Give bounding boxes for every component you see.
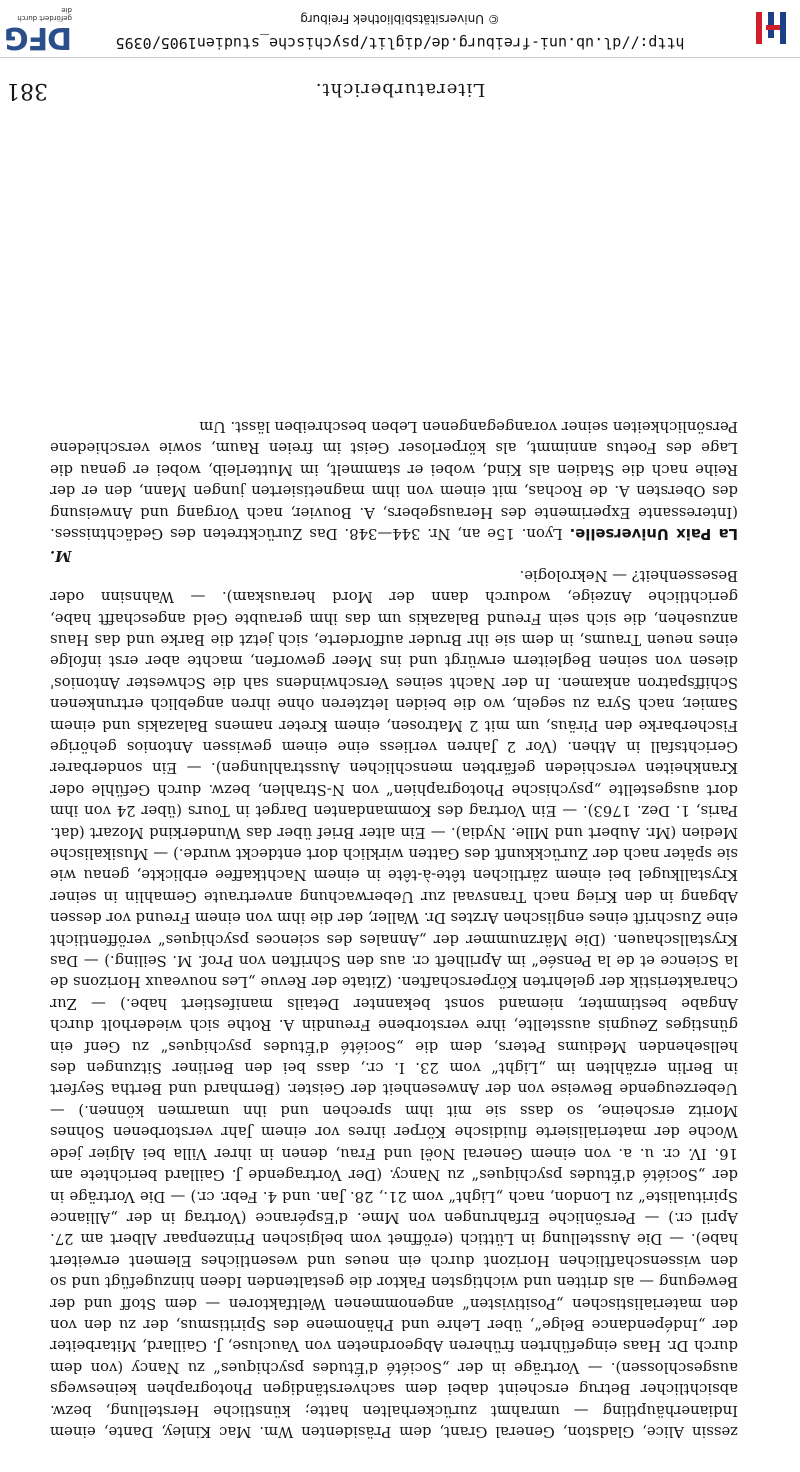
paragraph-text: zessin Alice, Gladston, General Grant, dem Präsidenten Wm. Mac Kinley, Dante, einem Indianerhäuptling — umrahmt zurückerhalten hatte; künstliche Herstellung, bezw. absichtlicher Betrug erscheint dabei dem sachverständigen Photographen keineswegs ausgeschlossen). — Vorträge in der „Société d'Études psychiques“ zu Nancy (von dem durch Dr. Haas eingeführten früheren Abgeordneten von Vaucluse, J. Gaillard, Mitarbeiter der „Indépendance Belge“, über Lehre und Phänomene des Spiritismus, der zu den von den materialistischen „Positivisten“ angenommenen Weltfaktoren — dem Stoff und der Bewegung — als dritten und wichtigsten Faktor die gestaltenden Ideen hinzugefügt und so den wissenschaftlichen Horizont durch ein neues und wesentliches Element erweitert habe). — Die Ausstellung in Lüttich (eröffnet vom belgischen Prinzenpaar Albert am 27. April cr.) — Persönliche Erfahrungen von Mme. d'Espérance (Vortrag in der „Alliance Spiritualiste“ zu London, nach „Light“ vom 21., 28. Jan. und 4. Febr. cr.) — Die Vorträge in der „Société d'Études psychiques“ zu Nancy. (Der Vortragende J. Gaillard berichtete am 16. IV. cr. u. a. von einem General Noël und Frau, denen in ihrer Villa bei Algier jede Woche der materialisierte fluidische Körper ihres vor einem Jahr verstorbenen Sohnes Moritz erscheine, so dass sie mit ihm sprechen und ihn umarmen können.) — Ueberzeugende Beweise von der Anwesenheit der Geister. (Bernhard und Bertha Seyfert in Berlin erzählten im „Light“ vom 23. I. cr., dass bei den Berliner Sitzungen des hellsehenden Mediums Peters, dem die „Société d'Études psychiques“ zu Genf ein günstiges Zeugnis ausstellte, ihre verstorbene Freundin A. Rothe sich wiederholt durch Angabe bestimmter, niemand sonst bekannter Details manifestiert habe.) — Zur Charakteristik der gelehrten Körperschaften. (Zitate der Revue „Les nouveaux Horizons de la Science et de la Pensée“ im Aprilheft cr. aus den Schriften von Prof. M. Seiling.) — Das Krystallschauen. (Die Märznummer der „Annales des sciences psychiques“ veröffentlicht eine Zuschrift eines englischen Arztes Dr. Waller, der die ihm von einem Freund vor dessen Abgang in den Krieg nach Transvaal zur Ueberwachung anvertraute Gemahlin in seiner Krystallkugel bei einem zärtlichen tête-à-tête in einem Nachtkaffee erblickte, genau wie sie später nach der Zurückkunft des Gatten wirklich dort entdeckt wurde.) — Musikalische Medien (Mr. Aubert und Mlle. Nydia). — Ein alter Brief über das Wunderkind Mozart (dat. Paris, 1. Dez. 1763). — Ein Vortrag des Kommandanten Darget in Tours (über 24 von ihm dort ausgestellte „psychische Photographien“ von N-Strahlen, bezw. durch Gefühle oder Krankheiten verschieden gefärbten menschlichen Ausstrahlungen). — Ein sonderbarer Gerichtsfall in Athen. (Vor 2 Jahren verliess eine einem gewissen Antonios gehörige Fischerbarke den Piräus, um mit 2 Matrosen, einem Kreter namens Balazakis und einem Samier, nach Syra zu segeln, wo die beiden letzteren ohne ihren angeblich ertrunkenen Schiffspatron ankamen. In der Nacht seines Verschwindens sah die Schwester Antonios' diesen von seinen Begleitern erwürgt und ins Meer geworfen, machte aber erst infolge eines neuen Traums, in dem sie ihr Bruder aufforderte, sich jetzt die Barke und das Haus anzusehen, die sich sein Freund Balazakis um das ihm geraubte Geld angeschafft habe, gerichtliche Anzeige, wodurch dann der Mord herauskam). — Wahnsinn oder Besessenheit? — Nekrologie. bbox=[50, 566, 738, 1440]
paragraph bbox=[50, 416, 738, 544]
digitization-footer bbox=[0, 0, 800, 58]
footer-divider bbox=[0, 57, 800, 58]
copyright-notice: © Universitätsbibliothek Freiburg bbox=[300, 12, 500, 26]
page-number: 381 bbox=[6, 78, 48, 103]
signature: M. bbox=[50, 547, 72, 565]
dfg-logo-subtitle: gefördert durch die bbox=[17, 6, 72, 22]
running-head: Literaturbericht. bbox=[314, 79, 486, 100]
printed-page bbox=[0, 62, 800, 1472]
journal-title: La Paix Universelle. bbox=[569, 524, 738, 542]
dfg-logo-text: DFG bbox=[4, 20, 72, 55]
dfg-logo bbox=[4, 6, 72, 55]
paragraph bbox=[50, 545, 738, 1442]
source-url-link[interactable]: http://dl.ub.uni-freiburg.de/diglit/psychische_studien1905/0395 bbox=[115, 34, 685, 52]
body-text bbox=[50, 416, 738, 1443]
paragraph-text: Lyon. 15e an, Nr. 344—348. Das Zurücktreten des Gedächtnisses. (Interessante Experimente des Herausgebers, A. Bouvier, nach Vorgang und Anweisung des Obersten A. de Rochas, mit einem von ihm magnetisierten jungen Mann, den er der Reihe nach die Stadien als Kind, wobei er stammelt, im Mutterleib, wobei er genau die Lage des Foetus annimmt, als körperloser Geist im freien Raum, sowie verschiedene Persönlichkeiten seiner vorangegangenen Leben beschreiben lässt. Um bbox=[50, 417, 738, 542]
